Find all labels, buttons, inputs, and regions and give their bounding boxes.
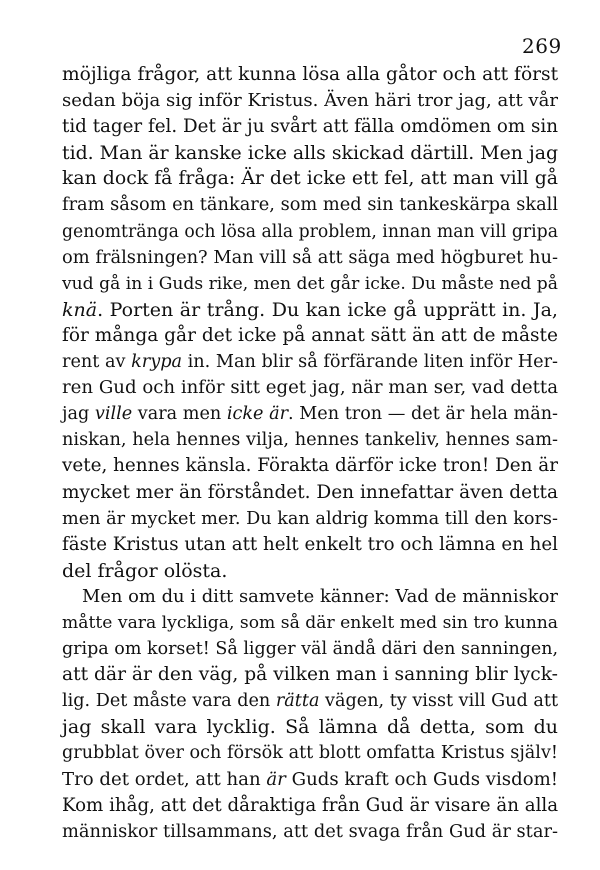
- text-run: del frågor olösta.: [62, 559, 228, 582]
- text-run: tid tager fel. Det är ju svårt att fälla omdömen om sin: [62, 116, 559, 138]
- text-line: [62, 767, 558, 793]
- text-run: lig. Det måste vara den: [62, 691, 276, 712]
- text-line: [62, 506, 558, 532]
- text-line: [62, 532, 558, 558]
- text-line: [62, 688, 558, 714]
- text-line: [62, 140, 558, 166]
- text-run: att där är den väg, på vilken man i sanning blir lyck-: [62, 664, 558, 686]
- text-run: jag: [62, 404, 95, 425]
- text-run: om frälsningen? Man vill så att säga med högburet hu-: [62, 246, 558, 268]
- text-line: [62, 453, 558, 479]
- text-run: möjliga frågor, att kunna lösa alla gåtor och att först: [62, 64, 559, 85]
- italic-text: icke är: [226, 404, 289, 425]
- text-run: sedan böja sig inför Kristus. Även häri tror jag, att vår: [62, 90, 558, 112]
- text-run: vete, hennes känsla. Förakta därför icke tron! Den är: [62, 455, 558, 477]
- text-run: människor tillsammans, att det svaga från Gud är star-: [62, 820, 558, 842]
- text-line: [62, 714, 558, 740]
- text-run: för många går det icke på annat sätt än att de måste: [62, 324, 558, 346]
- text-line: [62, 636, 558, 662]
- italic-text: rätta: [275, 691, 320, 712]
- text-line: [62, 62, 558, 88]
- text-line: [62, 219, 558, 245]
- text-run: vud gå in i Guds rike, men det går icke. Du måste ned på: [62, 273, 558, 294]
- text-line: [62, 88, 558, 114]
- text-line: [62, 480, 558, 506]
- text-run: niskan, hela hennes vilja, hennes tankeliv, hennes sam-: [62, 430, 558, 451]
- text-run: fram såsom en tänkare, som med sin tankeskärpa skall: [62, 195, 559, 216]
- text-line: [62, 349, 558, 375]
- text-run: grubblat över och försök att blott omfatta Kristus själv!: [62, 743, 558, 764]
- text-line: [62, 375, 558, 401]
- text-run: . Men tron — det är hela män-: [288, 404, 558, 425]
- text-run: vara men: [132, 404, 227, 425]
- text-run: fäste Kristus utan att helt enkelt tro och lämna en hel: [62, 533, 558, 555]
- text-line: [62, 166, 558, 192]
- text-run: . Porten är trång. Du kan icke gå upprätt in. Ja,: [97, 298, 558, 321]
- text-run: gripa om korset! Så ligger väl ändå däri den sanningen,: [62, 639, 559, 660]
- text-line: [62, 271, 558, 297]
- text-line: [62, 740, 558, 766]
- text-line: [62, 662, 558, 688]
- text-line: [62, 114, 558, 140]
- text-run: Men om du i ditt samvete känner: Vad de människor: [82, 585, 558, 607]
- text-line: [62, 819, 558, 845]
- text-line: [62, 323, 558, 349]
- italic-text: krypa: [131, 352, 183, 373]
- text-run: Tro det ordet, att han: [62, 768, 267, 790]
- text-run: men är mycket mer. Du kan aldrig komma till den kors-: [62, 508, 558, 529]
- text-line: [62, 401, 558, 427]
- text-run: vägen, ty visst vill Gud att: [319, 691, 559, 712]
- text-line: [62, 558, 558, 584]
- italic-text: knä: [62, 298, 98, 321]
- body-text: [62, 62, 558, 845]
- text-line: [62, 245, 558, 271]
- text-line: [62, 427, 558, 453]
- text-run: tid. Man är kanske icke alls skickad därtill. Men jag: [62, 142, 559, 165]
- text-run: rent av: [62, 352, 132, 373]
- text-line: [62, 584, 558, 610]
- text-line: [62, 192, 558, 218]
- text-line: [62, 610, 558, 636]
- text-run: jag skall vara lycklig. Så lämna då detta, som du: [62, 716, 558, 739]
- text-run: måtte vara lyckliga, som så där enkelt med sin tro kunna: [62, 612, 559, 633]
- text-run: Guds kraft och Guds visdom!: [285, 768, 559, 790]
- italic-text: ville: [94, 404, 133, 425]
- text-run: kan dock få fråga: Är det icke ett fel, att man vill gå: [62, 168, 558, 190]
- italic-text: är: [266, 768, 286, 790]
- page-number: 269: [522, 34, 562, 58]
- text-run: ren Gud och inför sitt eget jag, när man ser, vad detta: [62, 377, 559, 399]
- text-run: in. Man blir så förfärande liten inför Her-: [182, 352, 559, 373]
- text-run: Kom ihåg, att det dåraktiga från Gud är visare än alla: [62, 794, 559, 816]
- text-line: [62, 793, 558, 819]
- text-line: [62, 297, 558, 323]
- text-run: genomtränga och lösa alla problem, innan man vill gripa: [62, 221, 558, 242]
- text-run: mycket mer än förståndet. Den innefattar även detta: [62, 481, 558, 503]
